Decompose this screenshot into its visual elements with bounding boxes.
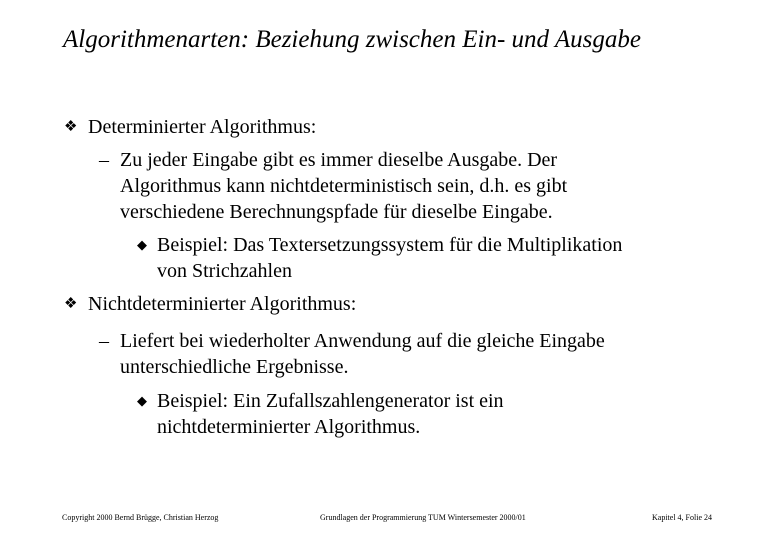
footer-copyright: Copyright 2000 Bernd Brügge, Christian Herzog	[62, 513, 219, 522]
slide-title: Algorithmenarten: Beziehung zwischen Ein- und Ausgabe	[63, 26, 641, 53]
example-text-line: nichtdeterminierter Algorithmus.	[157, 416, 421, 438]
footer-slide-ref: Kapitel 4, Folie 24	[652, 513, 712, 522]
example-text-line: von Strichzahlen	[157, 260, 292, 282]
footer-course: Grundlagen der Programmierung TUM Wintersemester 2000/01	[320, 513, 526, 522]
body-text-line: unterschiedliche Ergebnisse.	[120, 356, 349, 378]
diamond-v-bullet-icon: ❖	[64, 296, 78, 312]
body-text-line: Algorithmus kann nichtdeterministisch sein, d.h. es gibt	[120, 175, 568, 197]
section-heading: Determinierter Algorithmus:	[88, 116, 317, 138]
dash-marker: –	[99, 330, 109, 352]
example-text-line: Beispiel: Ein Zufallszahlengenerator ist ein	[157, 390, 504, 412]
example-text-line: Beispiel: Das Textersetzungssystem für die Multiplikation	[157, 234, 623, 256]
body-text-line: Zu jeder Eingabe gibt es immer dieselbe Ausgabe. Der	[120, 149, 558, 171]
section-heading: Nichtdeterminierter Algorithmus:	[88, 293, 357, 315]
filled-diamond-bullet-icon: ◆	[137, 237, 147, 252]
filled-diamond-bullet-icon: ◆	[137, 393, 147, 408]
diamond-v-bullet-icon: ❖	[64, 119, 78, 135]
body-text-line: verschiedene Berechnungspfade für dieselbe Eingabe.	[120, 201, 553, 223]
dash-marker: –	[99, 149, 109, 171]
body-text-line: Liefert bei wiederholter Anwendung auf die gleiche Eingabe	[120, 330, 605, 352]
